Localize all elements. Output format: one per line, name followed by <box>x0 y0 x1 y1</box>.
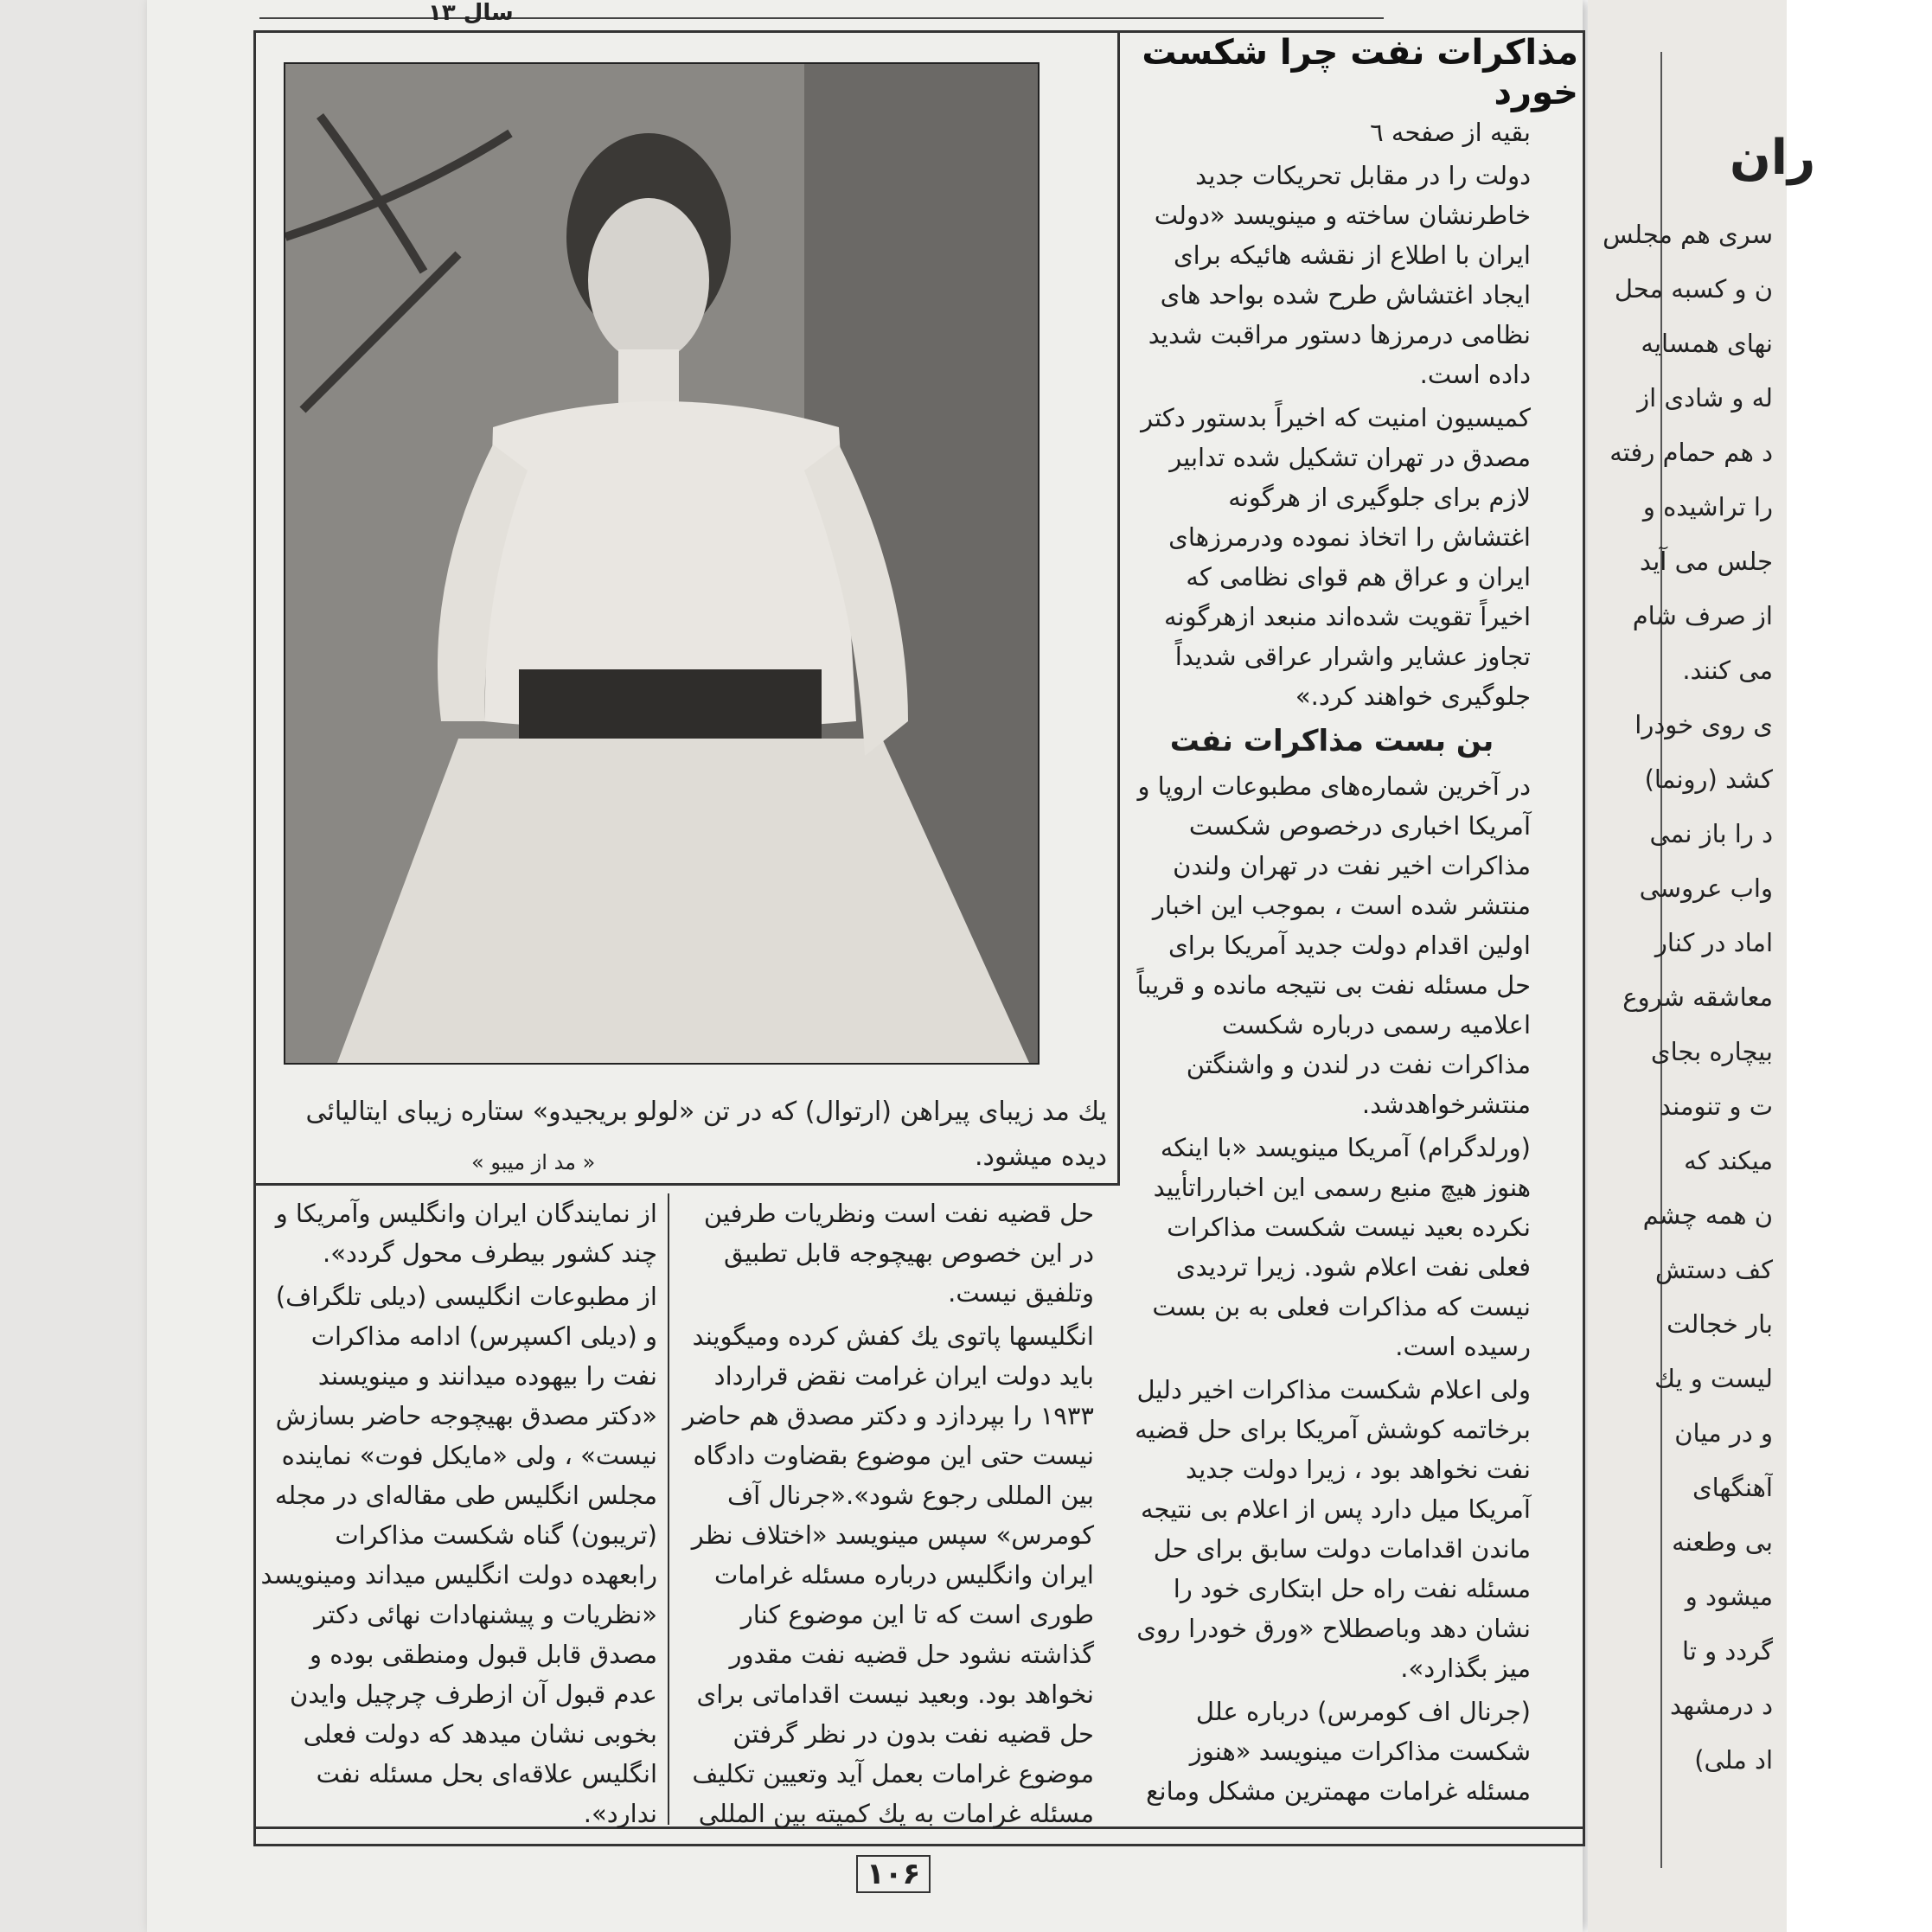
side-line: د هم حمام رفته <box>1609 438 1773 467</box>
photo-credit: « مد از میبو » <box>471 1150 596 1174</box>
background-right <box>1787 0 1932 1932</box>
side-line: میکند که <box>1684 1146 1773 1175</box>
bottom-column-divider <box>668 1193 669 1825</box>
main-article-column <box>1133 112 1531 1814</box>
side-line: میشود و <box>1685 1582 1773 1611</box>
paragraph: از نمایندگان ایران وانگلیس وآمریکا و چند کشور بیطرف محول گردد». <box>275 1199 657 1268</box>
article-title: مذاکرات نفت چرا شکست خورد <box>1142 33 1578 112</box>
side-line: معاشقه شروع <box>1622 982 1773 1012</box>
side-line: واب عروسی <box>1639 873 1773 903</box>
paragraph: از مطبوعات انگلیسی (دیلی تلگراف) و (دیلی اکسپرس) ادامه مذاکرات نفت را بیهوده میدانند و مینویسند «دکتر مصدق بهیچوجه حاضر بسازش نیست» ، ولی «مایکل فوت» نماینده مجلس انگلیس طی مقاله‌ای در مجله (تریبون) گناه شکست مذاکرات رابعهده دولت انگلیس میداند ومینویسد «نظریات و پیشنهادات نهائی دکتر مصدق قابل قبول ومنطقی بوده و عدم قبول آن ازطرف چرچیل وایدن بخوبی نشان میدهد که دولت فعلی انگلیس علاقه‌ای بحل مسئله نفت ندارد». <box>260 1282 657 1828</box>
paragraph: (ورلدگرام) آمریکا مینویسد «با اینکه هنوز هیچ منبع رسمی این اخبارراتأیید نکرده بعید نیست شکست مذاکرات فعلی نفت اعلام شود. زیرا تردیدی نیست که مذاکرات فعلی به بن بست رسیده است. <box>1152 1133 1531 1361</box>
photo-illustration <box>285 64 1038 1063</box>
side-line: گردد و تا <box>1682 1636 1773 1666</box>
side-line: ی روی خودرا <box>1635 710 1773 739</box>
side-line: ن همه چشم <box>1642 1200 1773 1230</box>
side-line: لیست و یك <box>1654 1364 1773 1393</box>
paragraph: کمیسیون امنیت که اخیراً بدستور دکتر مصدق در تهران تشکیل شده تدابیر لازم برای جلوگیری از هرگونه اغتشاش را اتخاذ نموده ودرمرزهای ایران و عراق هم قوای نظامی که اخیراً تقویت شده‌اند منبعد ازهرگونه تجاوز عشایر واشرار عراقی شدیداً جلوگیری خواهند کرد.» <box>1141 403 1531 711</box>
photo-divider-horizontal <box>253 1183 1120 1186</box>
side-line: می کنند. <box>1682 656 1773 685</box>
fashion-photo <box>284 62 1040 1065</box>
background-left <box>0 0 151 1932</box>
paragraph: (جرنال اف کومرس) درباره علل شکست مذاکرات مینویسد «هنوز مسئله غرامات مهمترین مشکل ومانع <box>1146 1697 1531 1806</box>
side-line: نهای همسایه <box>1641 329 1773 358</box>
bottom-left-column <box>259 1193 657 1837</box>
paragraph: دولت را در مقابل تحریکات جدید خاطرنشان ساخته و مینویسد «دولت ایران با اطلاع از نقشه هائیکه برای ایجاد اغتشاش طرح شده بواحد های نظامی درمرزها دستور مراقبت شدید داده است. <box>1148 161 1531 389</box>
paragraph: ولی اعلام شکست مذاکرات اخیر دلیل برخاتمه کوشش آمریکا برای حل قضیه نفت نخواهد بود ، زیرا دولت جدید آمریکا میل دارد پس از اعلام بی نتیجه ماندن اقدامات دولت سابق برای حل مسئله نفت راه حل ابتکاری خود را نشان دهد وباصطلاح «ورق خودرا روی میز بگذارد». <box>1135 1375 1531 1683</box>
side-line: از صرف شام <box>1632 601 1773 630</box>
side-line: اماد در کنار <box>1654 928 1773 957</box>
side-line: ت و تنومند <box>1659 1091 1773 1121</box>
column-divider-vertical <box>1117 30 1120 1185</box>
side-line: آهنگهای <box>1692 1473 1773 1502</box>
side-line: بار خجالت <box>1667 1309 1773 1339</box>
photo-caption: یك مد زیبای پیراهن (ارتوال) که در تن «لولو بریجیدو» ستاره زیبای ایتالیائی دیده میشود. <box>305 1097 1107 1172</box>
page-number: ۱۰۶ <box>856 1855 931 1893</box>
bottom-middle-column <box>679 1193 1094 1837</box>
side-line: اد ملی) <box>1694 1745 1773 1775</box>
side-line: بیچاره بجای <box>1650 1037 1773 1066</box>
side-line: سری هم مجلس <box>1603 220 1773 249</box>
paragraph: حل قضیه نفت است ونظریات طرفین در این خصوص بهیچوجه قابل تطبیق وتلفیق نیست. <box>703 1199 1094 1308</box>
side-page-title: ران <box>1730 130 1816 186</box>
side-line: کشد (رونما) <box>1644 764 1773 794</box>
header-year: سال ۱۳ <box>428 0 514 26</box>
side-line: ن و کسبه محل <box>1614 274 1773 304</box>
side-line: و در میان <box>1674 1418 1773 1448</box>
paragraph: بقیه از صفحه ٦ <box>1370 118 1531 147</box>
side-line: د را باز نمی <box>1649 819 1773 848</box>
paragraph: انگلیسها پاتوی یك کفش کرده ومیگویند باید دولت ایران غرامت نقض قرارداد ۱۹۳۳ را بپردازد و دکتر مصدق هم حاضر نیست حتی این موضوع بقضاوت دادگاه بین المللی رجوع شود».«جرنال آف کومرس» سپس مینویسد «اختلاف نظر ایران وانگلیس درباره مسئله غرامات طوری است که تا این موضوع کنار گذاشته نشود حل قضیه نفت مقدور نخواهد بود. وبعید نیست اقداماتی برای حل قضیه نفت بدون در نظر گرفتن موضوع غرامات بعمل آید وتعیین تکلیف مسئله غرامات به یك کمیته بین المللی <box>682 1321 1094 1828</box>
side-page-text <box>1600 208 1773 1788</box>
side-line: بی وطعنه <box>1672 1527 1773 1557</box>
section-subhead: بن بست مذاکرات نفت <box>1169 724 1494 758</box>
side-line: را تراشیده و <box>1642 492 1773 521</box>
side-line: د درمشهد <box>1669 1691 1773 1720</box>
side-line: کف دستش <box>1655 1255 1773 1284</box>
side-line: جلس می آید <box>1640 547 1773 576</box>
side-line: له و شادی از <box>1637 383 1773 413</box>
paragraph: در آخرین شماره‌های مطبوعات اروپا و آمریکا اخباری درخصوص شکست مذاکرات اخیر نفت در تهران ولندن منتشر شده است ، بموجب این اخبار اولین اقدام دولت جدید آمریکا برای حل مسئله نفت بی نتیجه مانده و قریباً اعلامیه رسمی درباره شکست مذاکرات نفت در لندن و واشنگتن منتشرخواهدشد. <box>1136 771 1531 1119</box>
